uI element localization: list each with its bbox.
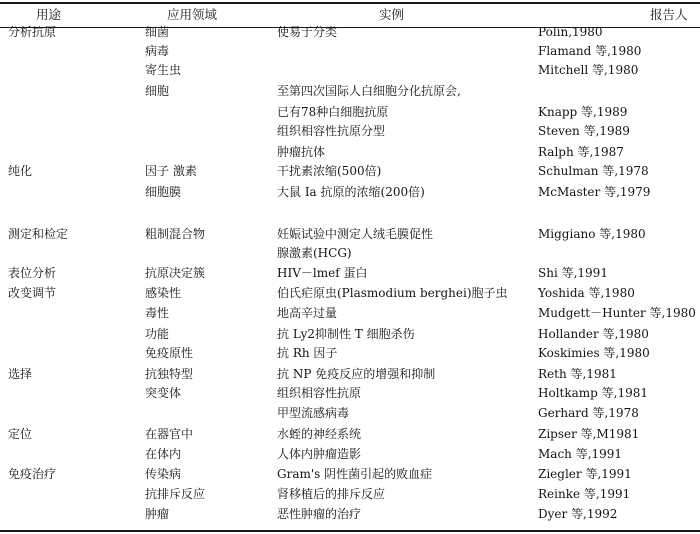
cell-reporter: Steven 等,1989 (538, 124, 630, 138)
cell-reporter: Miggiano 等,1980 (538, 227, 646, 241)
cell-reporter: Reinke 等,1991 (538, 487, 631, 501)
cell-field: 抗原决定簇 (145, 266, 206, 280)
cell-reporter: Zipser 等,M1981 (538, 427, 640, 441)
cell-example: 人体内肿瘤造影 (277, 447, 362, 461)
cell-reporter: Koskimies 等,1980 (538, 346, 650, 360)
cell-field: 抗排斥反应 (145, 487, 206, 501)
cell-use: 定位 (8, 427, 33, 441)
cell-reporter: Mach 等,1991 (538, 447, 623, 461)
cell-example: HIV－lmef 蛋白 (277, 266, 368, 280)
cell-example: 抗 NP 免疫反应的增强和抑制 (277, 367, 436, 381)
cell-example: 抗 Ly2抑制性 T 细胞杀伤 (277, 327, 415, 341)
cell-example: 伯氏疟原虫(Plasmodium berghei)胞子虫 (277, 286, 508, 300)
cell-example: 干扰素浓缩(500倍) (277, 164, 382, 178)
cell-field: 细菌 (145, 25, 170, 39)
cell-example: 至第四次国际人白细胞分化抗原会, (277, 84, 461, 98)
cell-example: 地高辛过量 (277, 306, 338, 320)
cell-use: 免疫治疗 (8, 467, 57, 481)
cell-use: 纯化 (8, 164, 33, 178)
cell-example: 肾移植后的排斥反应 (277, 487, 386, 501)
bottom-rule (0, 530, 700, 532)
cell-reporter: Ziegler 等,1991 (538, 467, 632, 481)
cell-example: 腺激素(HCG) (277, 246, 352, 260)
cell-use: 分析抗原 (8, 25, 57, 39)
cell-example: 甲型流感病毒 (277, 406, 350, 420)
cell-example: 水蛭的神经系统 (277, 427, 362, 441)
cell-reporter: Reth 等,1981 (538, 367, 617, 381)
cell-reporter: Ralph 等,1987 (538, 145, 624, 159)
cell-field: 在体内 (145, 447, 182, 461)
cell-example: 恶性肿瘤的治疗 (277, 507, 362, 521)
header-field: 应用领域 (167, 7, 218, 22)
top-rule (0, 2, 700, 4)
cell-example: 已有78种白细胞抗原 (277, 105, 389, 119)
cell-reporter: Polin,1980 (538, 25, 603, 39)
cell-use: 测定和检定 (8, 227, 69, 241)
header-example: 实例 (379, 7, 405, 22)
header-use: 用途 (36, 7, 62, 22)
cell-example: 组织相容性抗原分型 (277, 124, 386, 138)
cell-reporter: Holtkamp 等,1981 (538, 386, 649, 400)
cell-field: 粗制混合物 (145, 227, 206, 241)
cell-reporter: Dyer 等,1992 (538, 507, 618, 521)
cell-use: 选择 (8, 367, 33, 381)
cell-field: 细胞 (145, 84, 170, 98)
cell-field: 传染病 (145, 467, 182, 481)
cell-reporter: Schulman 等,1978 (538, 164, 649, 178)
cell-field: 感染性 (145, 286, 182, 300)
cell-reporter: Flamand 等,1980 (538, 44, 642, 58)
cell-reporter: Yoshida 等,1980 (538, 286, 635, 300)
cell-field: 寄生虫 (145, 63, 182, 77)
cell-example: 肿瘤抗体 (277, 145, 326, 159)
cell-field: 毒性 (145, 306, 170, 320)
cell-field: 肿瘤 (145, 507, 170, 521)
cell-use: 改变调节 (8, 286, 57, 300)
cell-field: 在器官中 (145, 427, 194, 441)
cell-field: 病毒 (145, 44, 170, 58)
cell-field: 因子 激素 (145, 164, 197, 178)
cell-reporter: Knapp 等,1989 (538, 105, 628, 119)
cell-example: Gram's 阴性菌引起的败血症 (277, 467, 433, 481)
cell-field: 抗独特型 (145, 367, 194, 381)
cell-field: 功能 (145, 327, 170, 341)
cell-example: 使易于分类 (277, 25, 338, 39)
cell-example: 大鼠 Ia 抗原的浓缩(200倍) (277, 185, 425, 199)
cell-example: 组织相容性抗原 (277, 386, 362, 400)
cell-reporter: Mudgett－Hunter 等,1980 (538, 306, 696, 320)
cell-reporter: Shi 等,1991 (538, 266, 608, 280)
cell-example: 抗 Rh 因子 (277, 346, 338, 360)
cell-field: 细胞膜 (145, 185, 182, 199)
cell-example: 妊娠试验中测定人绒毛膜促性 (277, 227, 434, 241)
cell-field: 免疫原性 (145, 346, 194, 360)
cell-reporter: McMaster 等,1979 (538, 185, 651, 199)
cell-use: 表位分析 (8, 266, 57, 280)
cell-reporter: Hollander 等,1980 (538, 327, 649, 341)
cell-field: 突变体 (145, 386, 182, 400)
cell-reporter: Gerhard 等,1978 (538, 406, 639, 420)
header-reporter: 报告人 (650, 7, 688, 22)
cell-reporter: Mitchell 等,1980 (538, 63, 639, 77)
